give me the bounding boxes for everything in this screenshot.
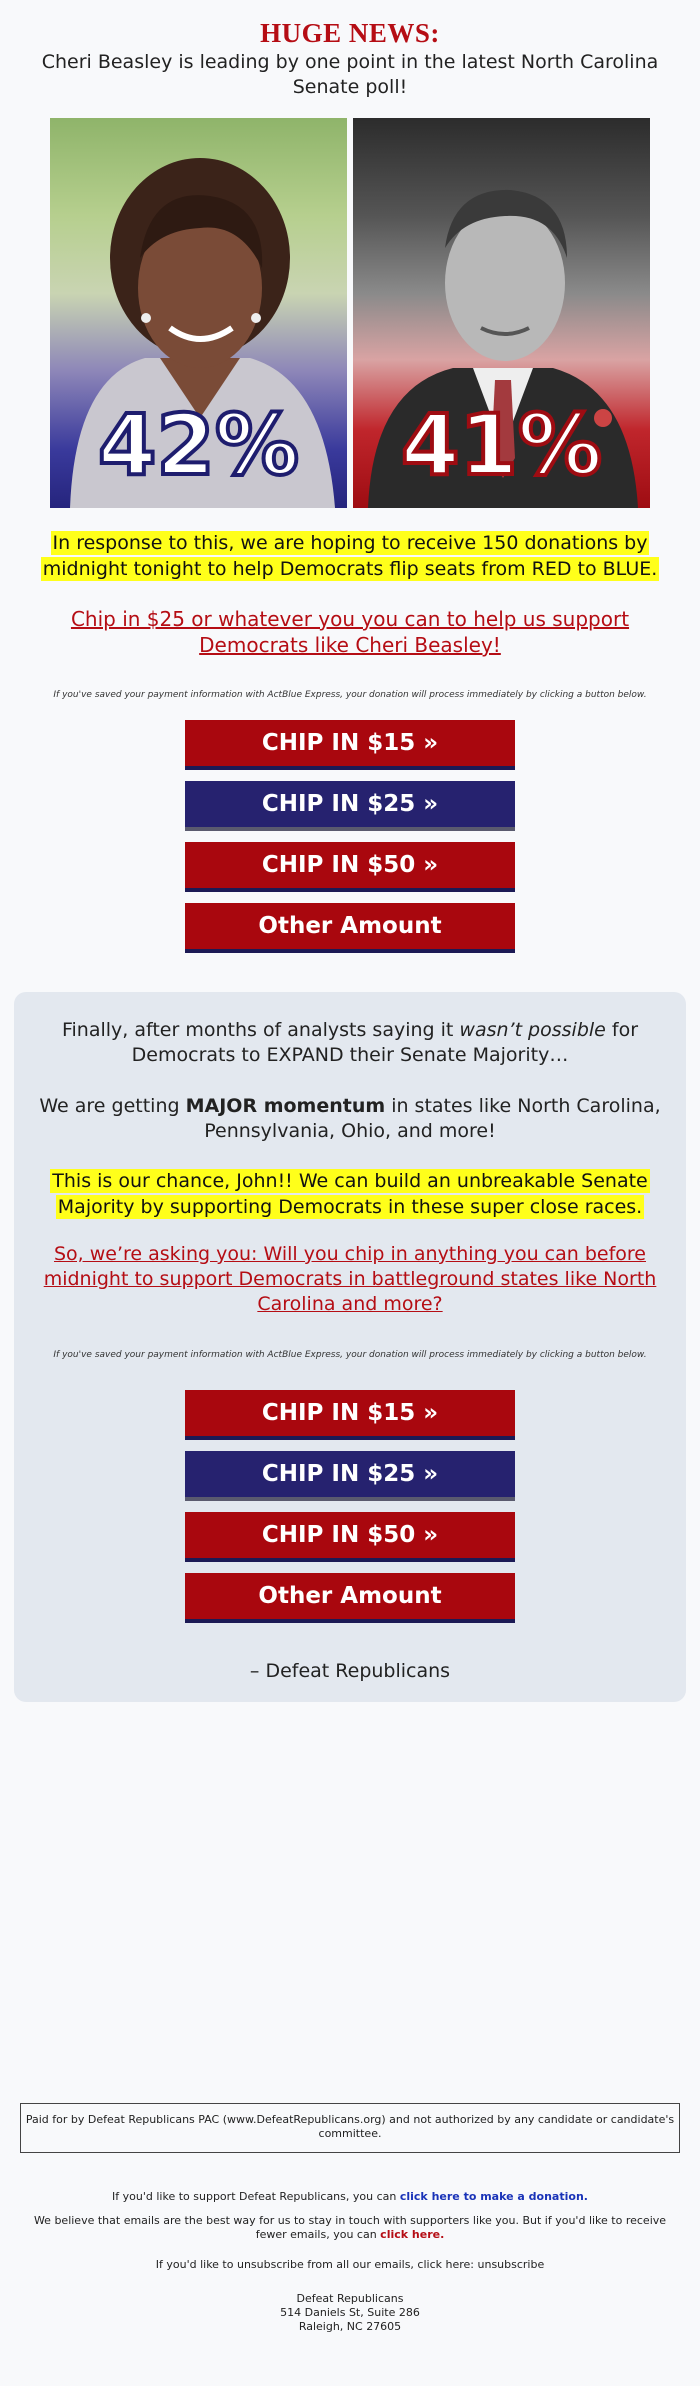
donate-ask-link[interactable]: Chip in $25 or whatever you you can to help us support Democrats like Cheri Beasley!	[70, 607, 630, 657]
panel-chip-in-15-button[interactable]: CHIP IN $15 »	[185, 1390, 515, 1440]
p1-text-end: for Democrats to EXPAND their Senate Majority…	[131, 1019, 639, 1066]
p2-text-end: in states like North Carolina, Pennsylvania, Ohio, and more!	[204, 1095, 661, 1142]
unsubscribe-line[interactable]: If you'd like to unsubscribe from all our emails, click here: unsubscribe	[155, 2258, 545, 2271]
urgent-highlight-text: In response to this, we are hoping to receive 150 donations by midnight tonight to help Democrats flip seats from RED to BLUE.	[42, 532, 658, 580]
chip-in-15-button[interactable]: CHIP IN $15 »	[185, 720, 515, 770]
headline: HUGE NEWS:	[260, 18, 440, 48]
panel-highlight	[30, 1168, 670, 1220]
urgent-highlight	[30, 530, 670, 582]
support-text: If you'd like to support Defeat Republicans, you can	[112, 2190, 400, 2203]
p1-emphasis: wasn’t possible	[459, 1019, 606, 1041]
panel-highlight-text: This is our chance, John!! We can build an unbreakable Senate Majority by supporting Democrats in these super close races.	[52, 1170, 648, 1218]
fewer-emails-text: We believe that emails are the best way for us to stay in touch with supporters like you. But if you'd like to receive fewer emails, you can	[33, 2214, 667, 2241]
candidate-photo-left[interactable]	[50, 118, 347, 508]
chip-in-50-button[interactable]: CHIP IN $50 »	[185, 842, 515, 892]
address-org: Defeat Republicans	[296, 2292, 404, 2305]
fewer-emails-link[interactable]: click here.	[380, 2228, 445, 2241]
candidate-photo-right[interactable]	[353, 118, 650, 508]
panel-actblue-express-note: If you've saved your payment information with ActBlue Express, your donation will process immediately by clicking a button below.	[53, 1350, 647, 1360]
footer-fewer-emails-line	[20, 2214, 680, 2242]
panel-ask-link[interactable]: So, we’re asking you: Will you chip in anything you can before midnight to support Democrats in battleground states like North Carolina and more?	[43, 1243, 657, 1315]
subheadline: Cheri Beasley is leading by one point in the latest North Carolina Senate poll!	[41, 51, 659, 98]
chip-in-25-button[interactable]: CHIP IN $25 »	[185, 781, 515, 831]
signature: – Defeat Republicans	[249, 1660, 451, 1682]
email-header	[20, 16, 680, 100]
panel-paragraph-1	[30, 1018, 670, 1068]
poll-percent-left: 42%	[97, 396, 300, 494]
p1-text: Finally, after months of analysts saying it	[61, 1019, 460, 1041]
mailing-address	[20, 2292, 680, 2334]
p2-text: We are getting	[39, 1095, 186, 1117]
paid-for-disclaimer: Paid for by Defeat Republicans PAC (www.DefeatRepublicans.org) and not authorized by any candidate or candidate's committee.	[20, 2103, 680, 2153]
panel-chip-in-50-button[interactable]: CHIP IN $50 »	[185, 1512, 515, 1562]
poll-photos[interactable]	[50, 118, 650, 508]
address-city: Raleigh, NC 27605	[298, 2320, 402, 2333]
other-amount-button[interactable]: Other Amount	[185, 903, 515, 953]
panel-paragraph-2	[30, 1094, 670, 1144]
address-street: 514 Daniels St, Suite 286	[280, 2306, 420, 2319]
poll-percent-right: 41%	[400, 396, 603, 494]
donation-link[interactable]: click here to make a donation.	[399, 2190, 588, 2203]
p2-bold: MAJOR momentum	[185, 1095, 386, 1117]
footer-support-line	[20, 2190, 680, 2204]
actblue-express-note: If you've saved your payment information with ActBlue Express, your donation will process immediately by clicking a button below.	[53, 690, 647, 700]
panel-other-amount-button[interactable]: Other Amount	[185, 1573, 515, 1623]
panel-chip-in-25-button[interactable]: CHIP IN $25 »	[185, 1451, 515, 1501]
